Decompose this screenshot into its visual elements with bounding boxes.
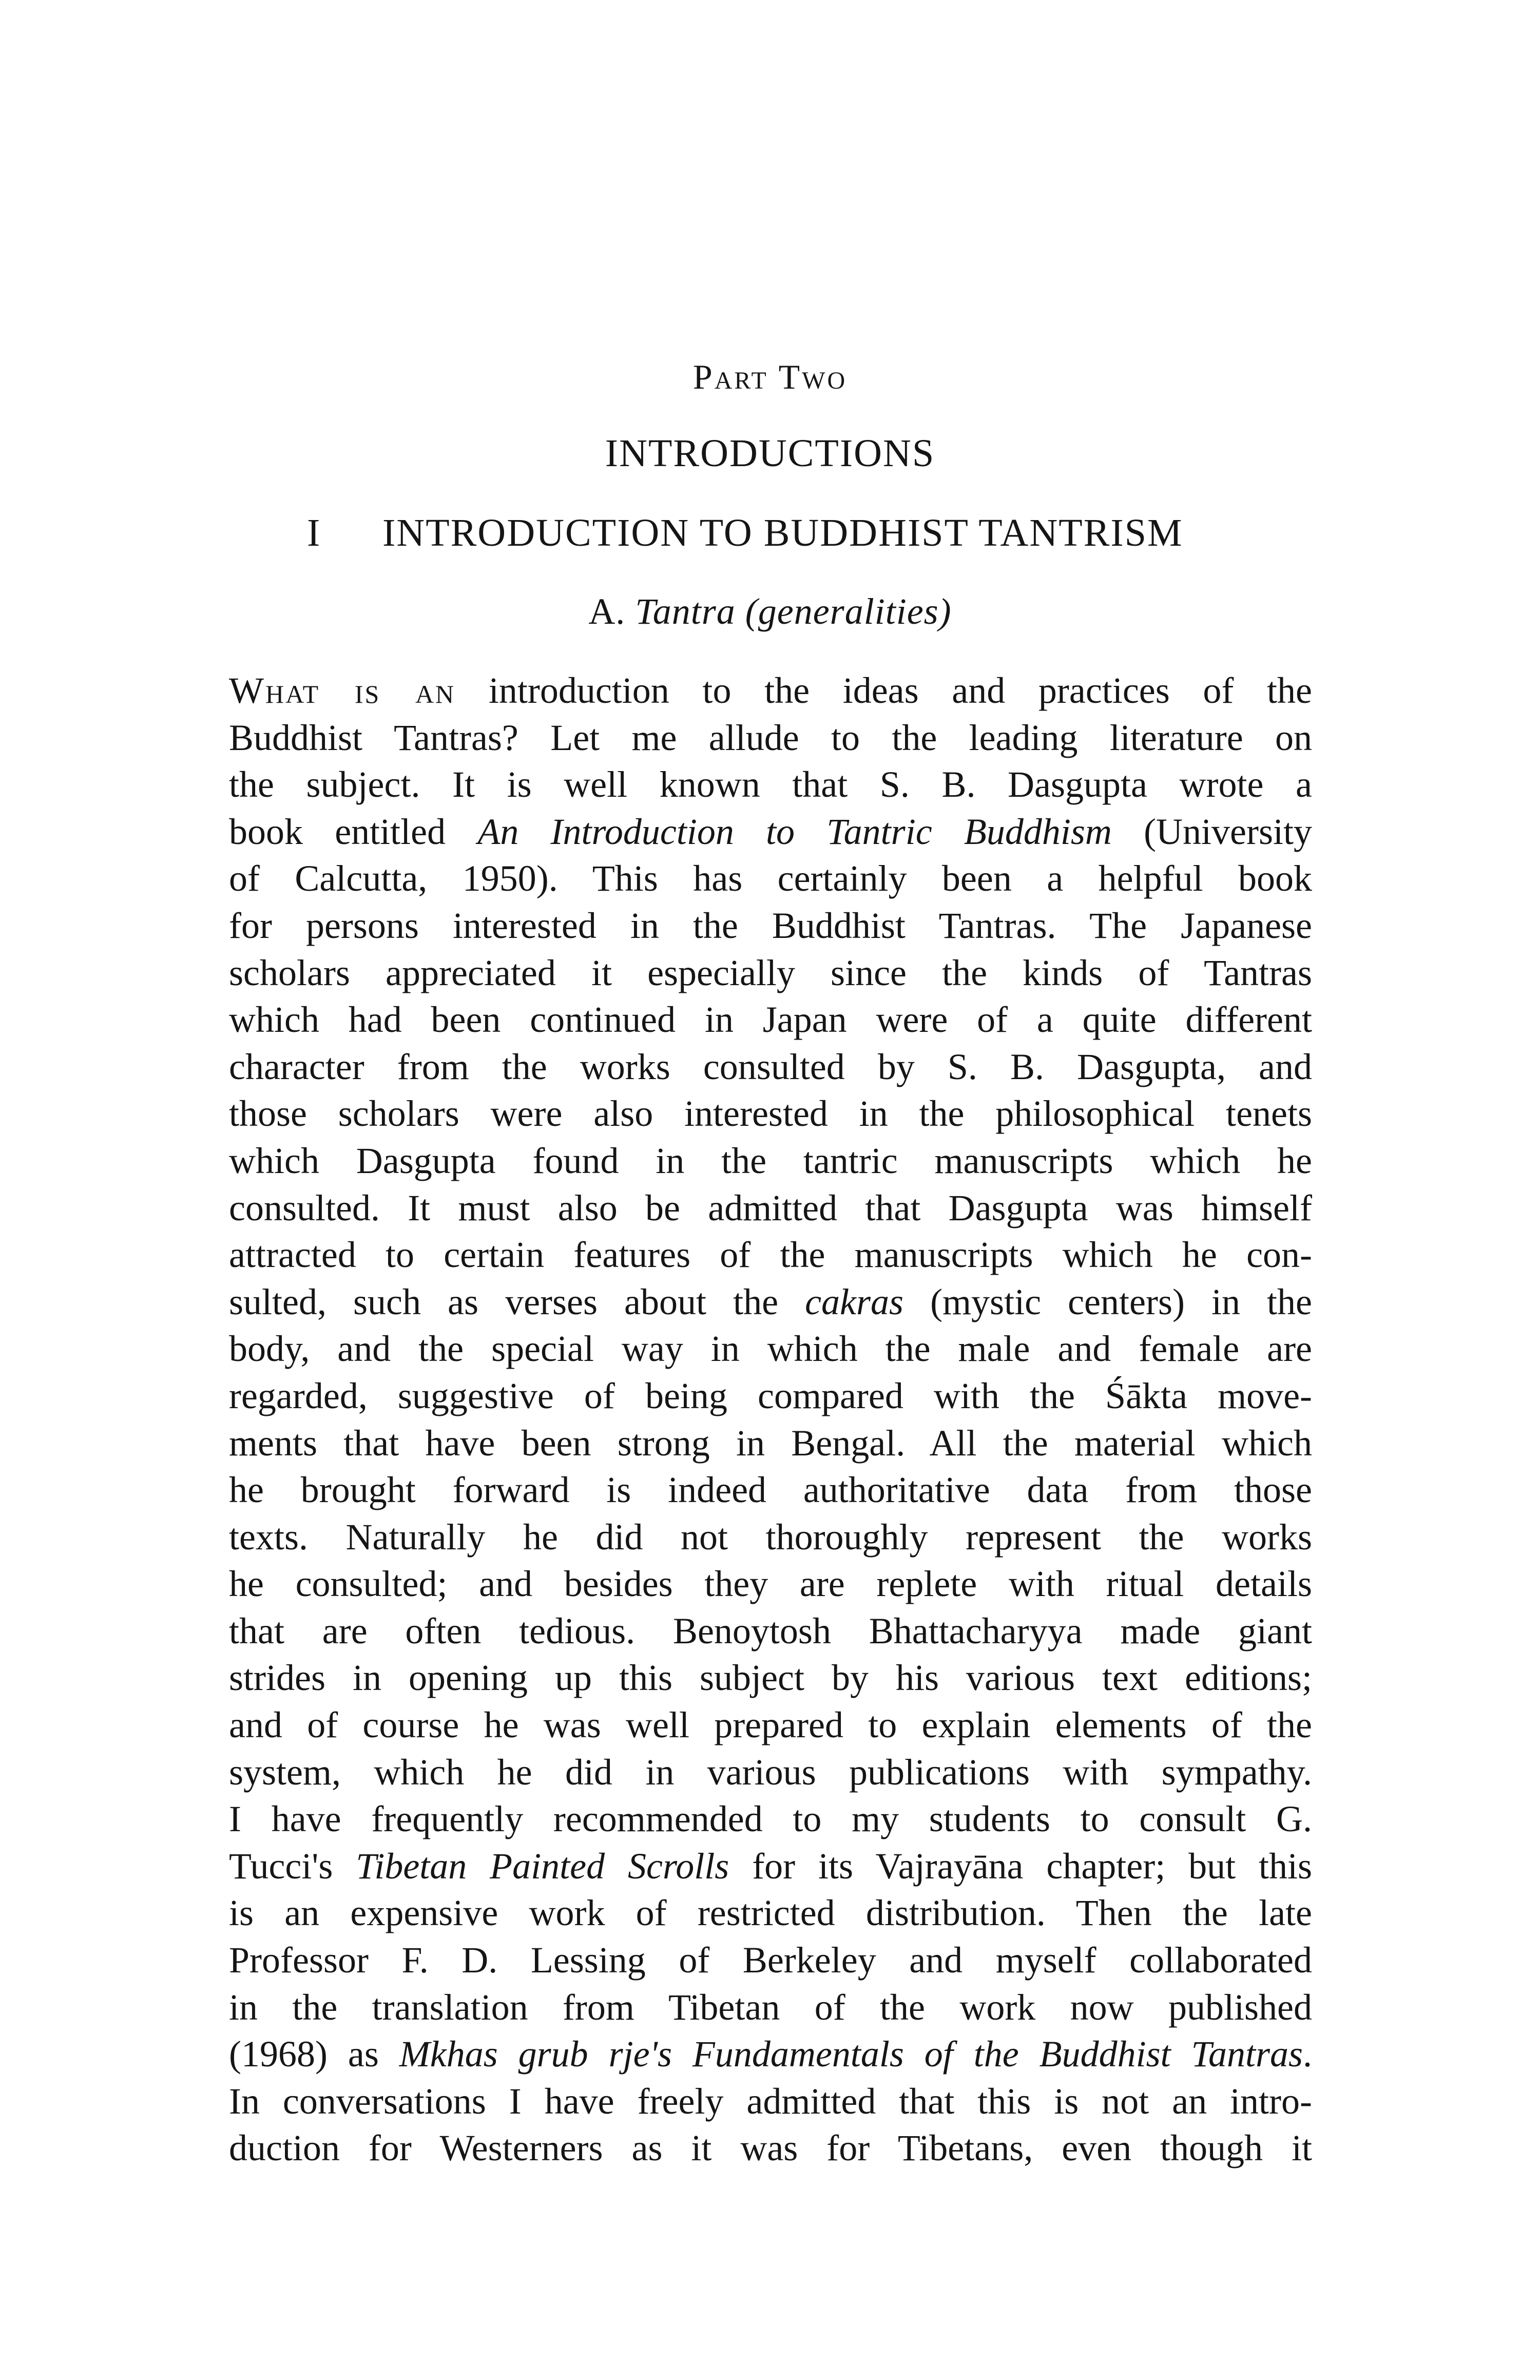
body-line: What is an introduction to the ideas and practices of the (229, 670, 1312, 711)
body-line: he consulted; and besides they are replete with ritual details (229, 1563, 1312, 1605)
part-heading: Part Two (692, 357, 848, 396)
body-line: Tucci's Tibetan Painted Scrolls for its Vajrayāna chapter; but this (229, 1845, 1313, 1887)
body-line: the subject. It is well known that S. B. Dasgupta wrote a (229, 764, 1312, 805)
body-line: those scholars were also interested in the philosophical tenets (229, 1093, 1312, 1135)
body-line: attracted to certain features of the manuscripts which he con- (229, 1234, 1312, 1276)
body-line: and of course he was well prepared to explain elements of the (229, 1704, 1312, 1746)
body-line: ments that have been strong in Bengal. All the material which (229, 1422, 1312, 1464)
body-line: in the translation from Tibetan of the work now published (229, 1986, 1312, 2028)
subsection-subtitle: (generalities) (745, 591, 952, 632)
body-line: which Dasgupta found in the tantric manuscripts which he (229, 1140, 1312, 1181)
body-line: texts. Naturally he did not thoroughly represent the works (229, 1516, 1312, 1558)
body-line: I have frequently recommended to my students to consult G. (229, 1798, 1312, 1840)
body-line: strides in opening up this subject by his various text editions; (229, 1657, 1312, 1699)
body-line: which had been continued in Japan were of a quite different (229, 999, 1312, 1041)
section-heading: INTRODUCTIONS (605, 432, 935, 475)
body-line: he brought forward is indeed authoritative data from those (229, 1469, 1312, 1511)
chapter-title: INTRODUCTION TO BUDDHIST TANTRISM (382, 511, 1183, 554)
body-line: of Calcutta, 1950). This has certainly been a helpful book (229, 858, 1312, 899)
body-line: In conversations I have freely admitted that this is not an intro- (229, 2080, 1312, 2122)
body-line: scholars appreciated it especially since the kinds of Tantras (229, 952, 1312, 993)
body-line: for persons interested in the Buddhist Tantras. The Japanese (229, 905, 1312, 946)
subsection-label: A. (588, 591, 626, 632)
subsection-heading (0, 590, 1540, 633)
body-line: consulted. It must also be admitted that Dasgupta was himself (229, 1187, 1312, 1229)
body-line: system, which he did in various publications with sympathy. (229, 1751, 1312, 1793)
body-line: sulted, such as verses about the cakras (mystic centers) in the (229, 1281, 1312, 1322)
body-text (229, 667, 1312, 2172)
body-line: Professor F. D. Lessing of Berkeley and myself collaborated (229, 1940, 1312, 1981)
body-line: (1968) as Mkhas grub rje's Fundamentals of the Buddhist Tantras. (229, 2033, 1313, 2075)
subsection-title: Tantra (635, 591, 736, 632)
body-line: body, and the special way in which the male and female are (229, 1328, 1312, 1370)
body-line: Buddhist Tantras? Let me allude to the leading literature on (229, 717, 1312, 758)
body-line: regarded, suggestive of being compared with the Śākta move- (229, 1375, 1312, 1416)
chapter-number: I (307, 511, 321, 554)
body-line: is an expensive work of restricted distribution. Then the late (229, 1892, 1312, 1934)
body-line: duction for Westerners as it was for Tibetans, even though it (229, 2127, 1312, 2169)
body-line: character from the works consulted by S. B. Dasgupta, and (229, 1046, 1312, 1087)
body-line: that are often tedious. Benoytosh Bhattacharyya made giant (229, 1610, 1312, 1652)
body-line: book entitled An Introduction to Tantric Buddhism (University (229, 811, 1312, 852)
